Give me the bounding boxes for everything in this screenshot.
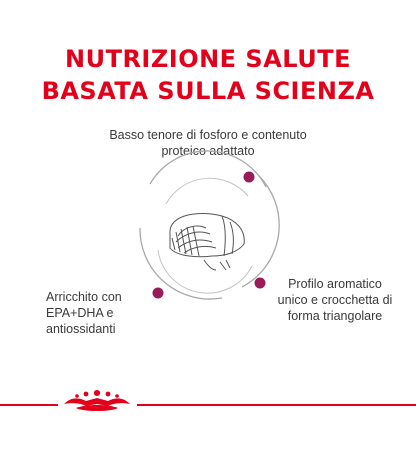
benefit-right-line-3: forma triangolare — [287, 309, 383, 323]
outer-arc-bottom-left — [140, 228, 222, 299]
benefit-top-line-1: Basso tenore di fosforo e contenuto — [109, 128, 307, 142]
heading-line-2: BASATA SULLA SCIENZA — [41, 77, 375, 105]
benefit-right-line-1: Profilo aromatico — [288, 277, 382, 291]
kibble-sketch-icon — [170, 213, 244, 270]
accent-dot-right — [255, 278, 266, 289]
footer-red-line-right — [137, 404, 416, 406]
benefit-left-line-1: Arricchito con — [46, 290, 122, 304]
royal-canin-crown-logo — [64, 390, 130, 411]
accent-dot-left — [153, 288, 164, 299]
benefit-right-line-2: unico e crocchetta di — [277, 293, 393, 307]
benefit-top-line-2: proteico adattato — [161, 144, 255, 158]
heading-line-1: NUTRIZIONE SALUTE — [65, 45, 351, 73]
inner-arc-top — [166, 178, 248, 204]
benefit-left-line-2: EPA+DHA e — [46, 306, 114, 320]
footer-red-line-left — [0, 404, 58, 406]
outer-arc-right — [242, 175, 279, 287]
benefit-left-line-3: antiossidanti — [46, 322, 116, 336]
accent-dot-top — [244, 172, 255, 183]
